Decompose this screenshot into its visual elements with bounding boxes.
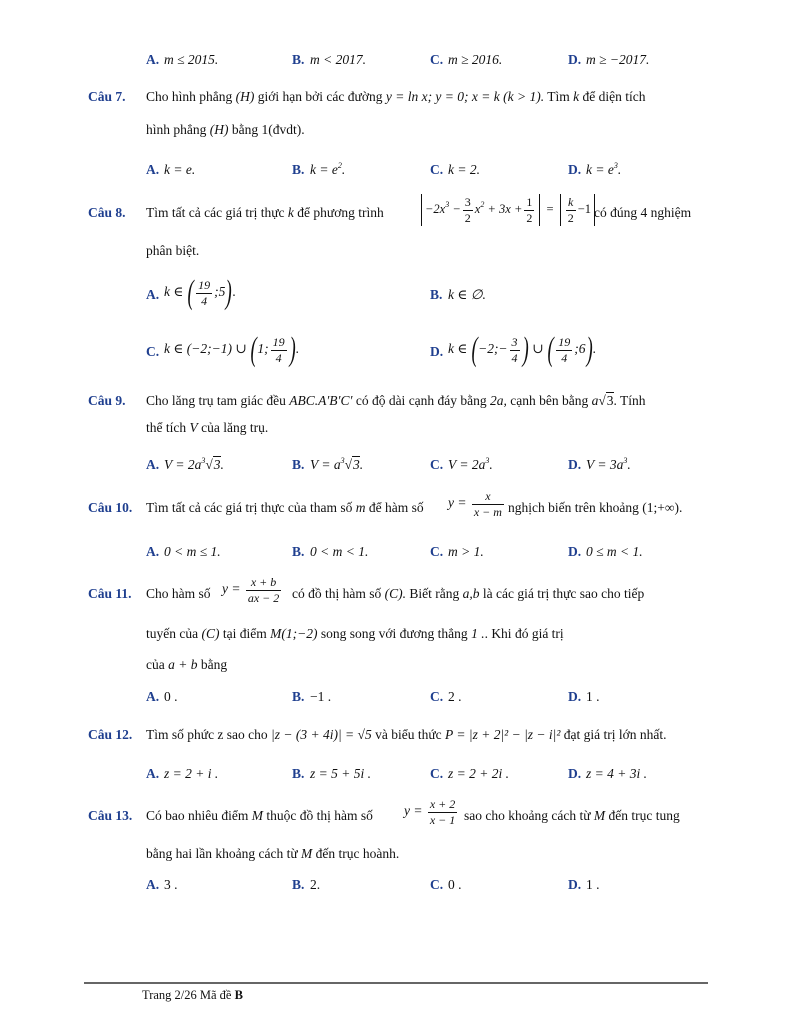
choice-a: k = e.	[164, 162, 196, 177]
choice-label: B.	[292, 52, 305, 67]
choice-c: 2 .	[448, 689, 462, 704]
choice-c: $V = 2a^3$.	[448, 456, 493, 472]
question-number: Câu 10.	[88, 500, 133, 515]
choice-b: −1 .	[310, 689, 332, 704]
choice-a: 3 .	[164, 877, 178, 892]
choice-b: 2.	[310, 877, 321, 892]
choice-label: A.	[146, 544, 160, 559]
question-text: sao cho khoảng cách từ M đến trục tung	[464, 808, 680, 823]
question-text: bằng hai lần khoảng cách từ M đến trục hoành.	[146, 846, 400, 861]
choice-d: $V = 3a^3$.	[586, 456, 631, 472]
question-text: có đồ thị hàm số (C). Biết rằng a,b là các giá trị thực sao cho tiếp	[292, 586, 645, 601]
question-text: hình phẳng (H) bằng 1(đvdt).	[146, 122, 305, 137]
choice-label: A.	[146, 52, 160, 67]
choice-d: $k = e^3$.	[586, 161, 622, 177]
choice-label: D.	[568, 52, 582, 67]
choice-c: k ∈ (−2;−1) ∪ (1; $\frac{19}{4}$ ).	[164, 331, 300, 368]
choice-label: D.	[568, 877, 582, 892]
question-text: nghịch biến trên khoảng (1;+∞).	[508, 500, 683, 515]
choice-label: A.	[146, 877, 160, 892]
choice-b: m < 2017.	[310, 52, 366, 67]
choice-label: A.	[146, 457, 160, 472]
exam-code: B	[234, 988, 243, 1002]
question-text: Tìm tất cả các giá trị thực k để phương trình	[146, 205, 384, 220]
question-number: Câu 11.	[88, 586, 132, 601]
choice-label: C.	[430, 457, 444, 472]
choice-d: 1 .	[586, 877, 600, 892]
choice-a: m ≤ 2015.	[164, 52, 219, 67]
choice-label: C.	[430, 544, 444, 559]
choice-d: k ∈ (−2;− $\frac{3}{4}$ ) ∪ ( $\frac{19}{4}$ ;6).	[448, 331, 597, 368]
choice-label: D.	[430, 344, 444, 359]
choice-label: D.	[568, 162, 582, 177]
question-number: Câu 12.	[88, 727, 133, 742]
choice-label: D.	[568, 689, 582, 704]
choice-label: C.	[430, 766, 444, 781]
choice-b: z = 5 + 5i .	[310, 766, 371, 781]
choice-label: B.	[292, 766, 305, 781]
question-text: có đúng 4 nghiệm	[594, 205, 692, 220]
choice-label: A.	[146, 766, 160, 781]
choice-d: z = 4 + 3i .	[586, 766, 647, 781]
choice-label: C.	[430, 162, 444, 177]
choice-b: $k = e^2$.	[310, 161, 346, 177]
question-text: Cho hàm số	[146, 586, 211, 601]
question-text: phân biệt.	[146, 243, 200, 258]
question-text: Cho hình phẳng (H) giới hạn bởi các đường y = ln x; y = 0; x = k (k > 1). Tìm k để diện tích	[146, 89, 646, 104]
question-number: Câu 7.	[88, 89, 126, 104]
question-text: Tìm số phức z sao cho |z − (3 + 4i)| = √5 và biểu thức P = |z + 2|² − |z − i|² đạt giá trị lớn nhất.	[146, 727, 667, 742]
choice-label: B.	[430, 287, 443, 302]
choice-label: C.	[430, 877, 444, 892]
choice-a: z = 2 + i .	[164, 766, 219, 781]
page-footer	[142, 988, 243, 1003]
question-text: thể tích V của lăng trụ.	[146, 420, 269, 435]
function-expression: y = $\frac{x}{x - m}$	[448, 489, 502, 519]
choice-c: m ≥ 2016.	[448, 52, 503, 67]
choice-c: m > 1.	[448, 544, 484, 559]
choice-label: D.	[568, 457, 582, 472]
question-number: Câu 8.	[88, 205, 126, 220]
choice-label: C.	[146, 344, 160, 359]
choice-label: B.	[292, 544, 305, 559]
choice-c: z = 2 + 2i .	[448, 766, 509, 781]
question-text: tuyến của (C) tại điểm M(1;−2) song song với đương thẳng 1 .. Khi đó giá trị	[146, 626, 564, 641]
exam-code-label: Mã đề	[199, 988, 232, 1002]
function-expression: y = $\frac{x + 2}{x - 1}$	[404, 797, 456, 827]
choice-label: C.	[430, 689, 444, 704]
question-text: Tìm tất cả các giá trị thực của tham số m để hàm số	[146, 500, 424, 515]
page-number: Trang 2/26	[142, 988, 197, 1002]
choice-label: B.	[292, 689, 305, 704]
choice-label: B.	[292, 877, 305, 892]
choice-d: m ≥ −2017.	[586, 52, 650, 67]
choice-label: B.	[292, 457, 305, 472]
question-text: Cho lăng trụ tam giác đều ABC.A′B′C′ có độ dài cạnh đáy bằng 2a, cạnh bên bằng a√3. Tính	[146, 393, 646, 408]
choice-a: $V = 2a^3√3$.	[164, 456, 224, 472]
choice-b: $V = a^3√3$.	[310, 456, 364, 472]
choice-label: A.	[146, 287, 160, 302]
choice-a: k ∈ ( $\frac{19}{4}$ ;5).	[164, 274, 237, 311]
choice-c: 0 .	[448, 877, 462, 892]
question-number: Câu 13.	[88, 808, 133, 823]
choice-label: B.	[292, 162, 305, 177]
choice-label: C.	[430, 52, 444, 67]
choice-label: A.	[146, 162, 160, 177]
question-number: Câu 9.	[88, 393, 126, 408]
choice-d: 1 .	[586, 689, 600, 704]
choice-label: A.	[146, 689, 160, 704]
equation: $-2x^3$ − $\frac{3}{2}$ $x^2 + 3x$ + $\frac{1}{2}$ = $\frac{k}{2}$ −1	[418, 194, 598, 226]
question-text: của a + b bằng	[146, 657, 228, 672]
choice-label: D.	[568, 544, 582, 559]
choice-a: 0 .	[164, 689, 178, 704]
choice-d: 0 ≤ m < 1.	[586, 544, 643, 559]
choice-c: k = 2.	[448, 162, 480, 177]
choice-label: D.	[568, 766, 582, 781]
function-expression: y = $\frac{x + b}{ax - 2}$	[222, 575, 280, 605]
choice-b: k ∈ ∅.	[448, 287, 486, 302]
question-text: Có bao nhiêu điểm M thuộc đồ thị hàm số	[146, 808, 373, 823]
choice-a: 0 < m ≤ 1.	[164, 544, 221, 559]
choice-b: 0 < m < 1.	[310, 544, 369, 559]
footer-divider	[84, 982, 708, 984]
